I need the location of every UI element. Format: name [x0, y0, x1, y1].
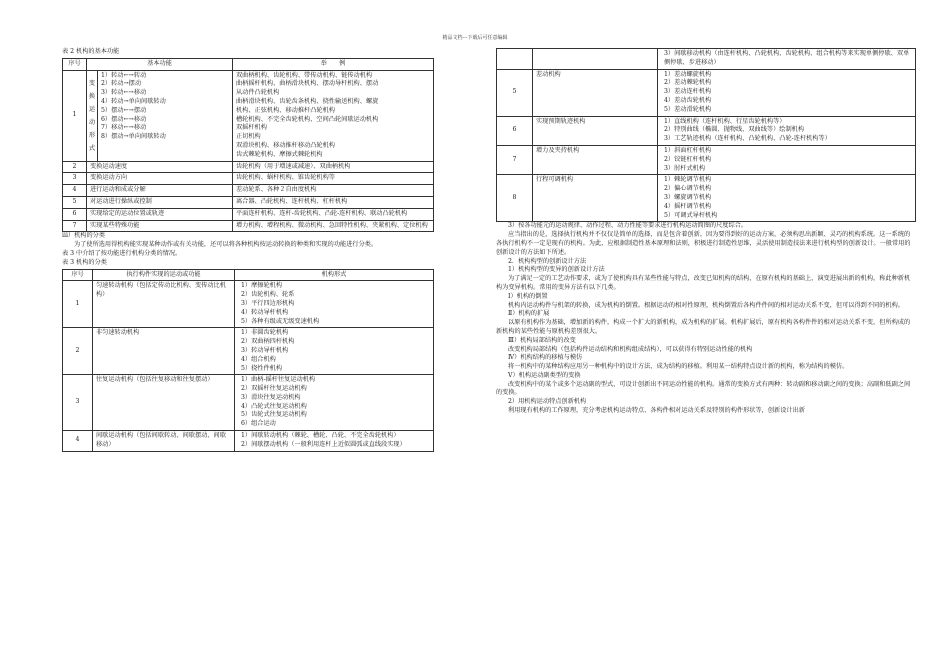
right-column [496, 48, 916, 416]
left-column [62, 48, 434, 452]
table2-row1-examples: 双曲柄机构、齿轮机构、带传动机构、链传动机构 曲柄摇杆机构、曲柄滑块机构、摆动导杆机构、摆动 从动件凸轮机构 曲柄滑块机构、齿轮齿条机构、挠性输送机构、螺旋 机构、正弦机构、移动推杆凸轮机构 槽轮机构、不完全齿轮机构、空间凸轮间歇运动机构 双摇杆机构 正切机构 双滑块机构、移动推杆移动凸轮机构 齿式棘轮机构、摩擦式棘轮机构 [233, 70, 434, 161]
table3-continued [496, 48, 916, 222]
subsection-heading: Ⅲ）机构局部结构的改变 [508, 336, 576, 344]
table2-header-no: 序号 [63, 58, 87, 70]
section-heading-classification: iii）机构的分类 [62, 232, 106, 240]
table3-header-row [63, 269, 434, 281]
subsection-heading: Ⅳ）机构结构的移植与模仿 [508, 354, 583, 362]
table2-row: 3 变换运动方向 齿轮机构、蜗杆机构、锥齿轮机构等 [63, 173, 434, 185]
table3-row: 2 非匀速转动机构 1）非圆齿轮机构 2）双曲柄四杆机构 3）转动导杆机构 4）组合机构 5）挠性件机构 [63, 328, 434, 375]
table2-header-function: 基本功能 [87, 58, 233, 70]
paragraph-classification: 为了使所选用得机构能实现某种动作或有关功能，还可以将各种机构按运动转换的种类和实现的功能进行分类。 [74, 241, 378, 249]
table2-header-row [63, 58, 434, 70]
table2-row1-group: 变换运动形式 [88, 79, 96, 152]
section-heading: 1）机构构型的变异的创新设计方法 [508, 266, 605, 274]
table3 [62, 269, 434, 452]
paragraph-table3-intro: 表 3 中介绍了按功能进行机构分类的情况。 [62, 249, 182, 257]
paragraph: 改变机构中的某个或多个运动副的型式，可设计创新出不同运动性能的机构。通常的变换方式有两种：转动副和移动副之间的变换；高副和低副之间的变换。 [496, 380, 911, 397]
table2-header-example: 举 例 [233, 58, 434, 70]
paragraph: 为了满足一定的工艺动作要求，或为了使机构具有某些性能与特点，改变已知机构的结构，在原有机构的基础上，演变进展出新的机构，称此种新机构为变异机构。常用的变异方法有以下几类。 [496, 275, 911, 291]
section-heading: 2）用机构运动特点创新机构 [508, 398, 587, 406]
table3-caption: 表 3 机构的分类 [62, 258, 107, 266]
subsection-heading: Ⅴ）机构运动副类型的变换 [508, 371, 581, 379]
subsection-heading: Ⅱ）机构的扩展 [508, 310, 550, 318]
table2-row: 6 实现给定的运动位置或轨迹 平面连杆机构、连杆-齿轮机构、凸轮-连杆机构、联动凸轮机构 [63, 208, 434, 220]
table2-row-1 [63, 70, 434, 161]
table3-header-function: 执行构件实现的运动或功能 [93, 269, 235, 281]
subsection-heading: Ⅰ）机构的倒置 [508, 292, 548, 300]
paragraph: 3）按各功能元的运动规律、动作过程、动力性能等要求进行机构运动简图的尺度综合。 [508, 222, 748, 230]
table3-row-continued: 3）间歇移动机构（由连杆机构、凸轮机构、齿轮机构、组合机构等来实现单侧停歇、双单侧停歇、步进移动） [497, 49, 916, 70]
table3-row: 8 行程可调机构 1）棘轮调节机构 2）偏心调节机构 3）螺旋调节机构 4）摇杆调节机构 5）可调式导杆机构 [497, 175, 916, 222]
table2-caption: 表 2 机构的基本功能 [62, 48, 120, 55]
table3-row: 3 往复运动机构（包括往复移动和往复摆动） 1）曲柄-摇杆往复运动机构 2）双摇杆往复运动机构 3）滑块往复运动机构 4）凸轮式往复运动机构 5）齿轮式往复运动机构 6）组合运动 [63, 375, 434, 431]
table3-row: 1 匀速转动机构（包括定传动比机构、变传动比机构） 1）摩擦轮机构 2）齿轮机构、轮系 3）平行四边形机构 4）转动导杆机构 5）各种有级或无级变速机构 [63, 281, 434, 328]
table3-header-no: 序号 [63, 269, 93, 281]
paragraph: 机构内运动构件与机架的转换，成为机构的倒置。根据运动的相对性原理，机构倒置后各构件件间的相对运动关系不变，但可以得到不同的机构。 [508, 301, 904, 309]
paragraph: 将一机构中的某种结构应用另一种机构中的设计方法，成为结构的移植。利用某一结构特点设计新的机构，称为结构的模仿。 [508, 363, 849, 371]
page-header: 精品文档---下载后可任意编辑 [442, 35, 508, 41]
section-heading: 2．机构构型的创新设计方法 [508, 257, 587, 265]
table2-row1-no: 1 [63, 70, 87, 161]
table2-row: 7 实现某些特殊功能 增力机构、增程机构、微动机构、急回特性机构、夹紧机构、定位机构 [63, 220, 434, 232]
body-text [496, 222, 916, 416]
table2-row1-functions: 1）转动←→转动 2）转动→摆动 3）转动←→移动 4）转动→单向间歇转动 5）摆动←→摆动 6）摆动←→移动 7）移动←→移动 8）摆动→单向间歇转动 [98, 70, 233, 161]
table2-row: 5 对运动进行操纵或控制 离合器、凸轮机构、连杆机构、杠杆机构 [63, 196, 434, 208]
table3-header-forms: 机构形式 [235, 269, 434, 281]
table2-row: 4 进行运动和成或分解 差动轮系、各种２自由度机构 [63, 185, 434, 197]
table3-row: 5 差动机构 1）差动螺旋机构 2）差动棘轮机构 3）差动连杆机构 4）差动齿轮机构 5）差动滑轮机构 [497, 69, 916, 116]
table3-row: 4 间歇运动机构（包括间歇转动、间歇摆动、间歇移动） 1）间歇转动机构（棘轮、槽轮、凸轮、不完全齿轮机构） 2）间歇摆动机构（一般利用连杆上近似圆弧或直线段实现） [63, 431, 434, 452]
table2-row: 2 变换运动速度 齿轮机构（用于增速或减速）、双曲柄机构 [63, 161, 434, 173]
table3-row: 6 实现预期轨迹机构 1）直线机构（连杆机构、行星齿轮机构等） 2）特别曲线（椭圆、抛物线、双曲线等）绘制机构 3）工艺轨迹机构（连杆机构、凸轮机构、凸轮-连杆机构等） [497, 116, 916, 145]
paragraph: 利用现有机构的工作原理，充分考虑机构运动特点、各构件相对运动关系及特别的构件形状等，创新设计出新 [508, 407, 805, 415]
table3-row: 7 增力及夹持机构 1）斜面杠杆机构 2）铰链杠杆机构 3）肘杆式机构 [497, 145, 916, 174]
paragraph: 应当指出的是，选择执行机构并不仅仅是简单的选择，而是包含着创新。因为要得到好的运动方案，必须构思出新颖、灵巧的机构系统。这一系统的各执行机构不一定是现有的机构。为此，应根据制造性基本原理和法则，积极进行制造性思维，灵活使用制造技法来进行机构型的创新设计。一般常用的创新设计的方法如下所述。 [496, 231, 911, 256]
paragraph: 改变机构局部结构（包括构件运动结构和机构组成结构），可以获得有特别运动性能的机构 [508, 345, 753, 353]
table2 [62, 58, 434, 233]
paragraph: 以原有机构作为基础，增加新的构件，构成一个扩大的新机构，成为机构的扩展。机构扩展后，原有机构各构件件的相对运动关系不变，但所构成的新机构的某些性能与原机构差别很大。 [496, 319, 911, 335]
